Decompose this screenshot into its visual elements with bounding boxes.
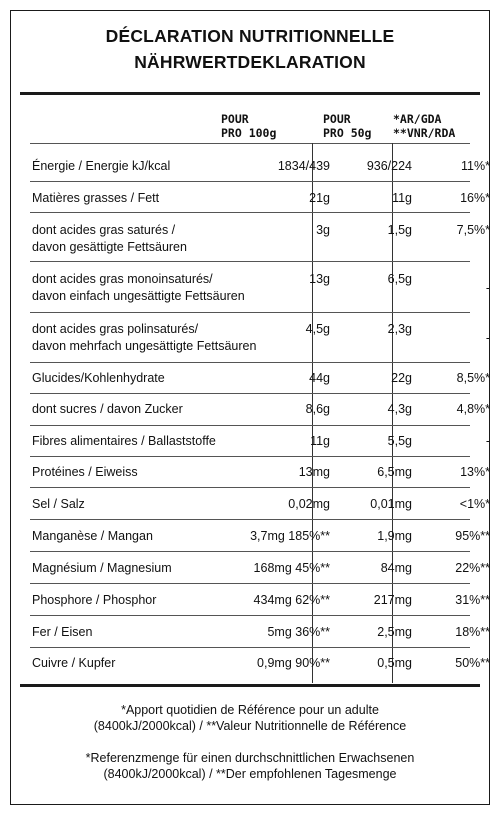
per-50g-value: 4,3g — [387, 402, 412, 416]
row-label: Matières grasses / Fett — [32, 191, 160, 205]
row-label-line1: dont acides gras saturés / — [32, 223, 176, 237]
per-100g-value: 21g — [309, 191, 330, 205]
per-100g-value: 8,6g — [305, 402, 330, 416]
per-100g-value: 44g — [309, 371, 330, 385]
per-50g-value: 22g — [391, 371, 412, 385]
per-50g-value: 6,5g — [387, 272, 412, 286]
per-50g-value: 11g — [392, 191, 412, 205]
title-french: DÉCLARATION NUTRITIONNELLE — [105, 26, 395, 46]
header-ar-gda: *AR/GDA — [393, 112, 442, 126]
per-100g-value: 3g — [316, 223, 330, 237]
row-divider — [30, 393, 470, 394]
row-divider — [30, 487, 470, 488]
header-per-50g-line1: POUR — [323, 112, 351, 126]
per-100g-value: 13mg — [298, 465, 330, 479]
footnote-french-line1: *Apport quotidien de Référence pour un adulte — [121, 703, 379, 717]
per-50g-value: 2,5mg — [377, 625, 412, 639]
row-label-line2: davon einfach ungesättigte Fettsäuren — [32, 289, 245, 303]
row-divider — [30, 261, 470, 262]
row-label: Fibres alimentaires / Ballaststoffe — [32, 434, 216, 448]
reference-intake-value: 95%** — [455, 529, 490, 543]
row-label: Magnésium / Magnesium — [32, 561, 172, 575]
row-divider — [30, 362, 470, 363]
per-50g-value: 1,9mg — [377, 529, 412, 543]
header-per-100g-line1: POUR — [221, 112, 249, 126]
reference-intake-value: - — [485, 331, 490, 345]
row-divider — [30, 583, 470, 584]
title-german: NÄHRWERTDEKLARATION — [134, 52, 366, 72]
reference-intake-value: 7,5%* — [456, 223, 490, 237]
per-100g-value: 3,7mg 185%** — [250, 529, 330, 543]
per-100g-value: 11g — [310, 434, 330, 448]
row-label-line1: dont acides gras monoinsaturés/ — [32, 272, 213, 286]
reference-intake-value: 8,5%* — [456, 371, 490, 385]
row-label: Protéines / Eiweiss — [32, 465, 138, 479]
reference-intake-value: <1%* — [459, 497, 490, 511]
per-100g-value: 168mg 45%** — [253, 561, 330, 575]
top-rule — [20, 92, 480, 95]
row-label: Fer / Eisen — [32, 625, 93, 639]
per-50g-value: 84mg — [380, 561, 412, 575]
row-label: Manganèse / Mangan — [32, 529, 153, 543]
per-50g-value: 217mg — [373, 593, 412, 607]
footnote-german-line2: (8400kJ/2000kcal) / **Der empfohlenen Tagesmenge — [103, 767, 397, 781]
row-label: Énergie / Energie kJ/kcal — [32, 159, 171, 173]
per-50g-value: 2,3g — [387, 322, 412, 336]
reference-intake-value: - — [485, 281, 490, 295]
header-per-50g — [323, 112, 371, 140]
reference-intake-value: 16%* — [460, 191, 490, 205]
per-100g-value: 4,5g — [305, 322, 330, 336]
row-divider — [30, 551, 470, 552]
per-50g-value: 0,01mg — [370, 497, 412, 511]
bottom-rule — [20, 684, 480, 687]
reference-intake-value: 50%** — [455, 656, 490, 670]
per-50g-value: 0,5mg — [377, 656, 412, 670]
row-label: Cuivre / Kupfer — [32, 656, 116, 670]
row-label: Sel / Salz — [32, 497, 85, 511]
per-100g-value: 13g — [309, 272, 330, 286]
per-100g-value: 0,02mg — [288, 497, 330, 511]
per-50g-value: 1,5g — [387, 223, 412, 237]
per-100g-value: 434mg 62%** — [253, 593, 330, 607]
footnote-french-line2: (8400kJ/2000kcal) / **Valeur Nutritionnelle de Référence — [93, 719, 407, 733]
row-divider — [30, 456, 470, 457]
reference-intake-value: 4,8%* — [456, 402, 490, 416]
row-divider — [30, 312, 470, 313]
reference-intake-value: 18%** — [455, 625, 490, 639]
header-per-50g-line2: PRO 50g — [323, 126, 372, 140]
row-label-line2: davon mehrfach ungesättigte Fettsäuren — [32, 339, 257, 353]
row-divider — [30, 212, 470, 213]
header-per-100g-line2: PRO 100g — [221, 126, 277, 140]
row-label-line2: davon gesättigte Fettsäuren — [32, 240, 187, 254]
per-50g-value: 936/224 — [366, 159, 412, 173]
row-label-line1: dont acides gras polinsaturés/ — [32, 322, 199, 336]
row-divider — [30, 519, 470, 520]
row-label: Glucides/Kohlenhydrate — [32, 371, 165, 385]
header-vnr-rda: **VNR/RDA — [393, 126, 456, 140]
reference-intake-value: 13%* — [460, 465, 490, 479]
header-per-100g — [221, 112, 276, 140]
per-100g-value: 0,9mg 90%** — [257, 656, 330, 670]
row-divider — [30, 181, 470, 182]
per-100g-value: 5mg 36%** — [267, 625, 330, 639]
per-50g-value: 6,5mg — [377, 465, 412, 479]
header-divider — [30, 143, 470, 144]
row-divider — [30, 425, 470, 426]
row-divider — [30, 647, 470, 648]
header-reference-intake — [393, 112, 455, 140]
reference-intake-value: - — [485, 434, 490, 448]
row-label: Phosphore / Phosphor — [32, 593, 157, 607]
row-label: dont sucres / davon Zucker — [32, 402, 183, 416]
reference-intake-value: 11%* — [461, 159, 490, 173]
per-50g-value: 5,5g — [387, 434, 412, 448]
per-100g-value: 1834/439 — [277, 159, 330, 173]
row-divider — [30, 615, 470, 616]
reference-intake-value: 31%** — [455, 593, 490, 607]
reference-intake-value: 22%** — [455, 561, 490, 575]
footnote-german-line1: *Referenzmenge für einen durchschnittlichen Erwachsenen — [85, 751, 415, 765]
